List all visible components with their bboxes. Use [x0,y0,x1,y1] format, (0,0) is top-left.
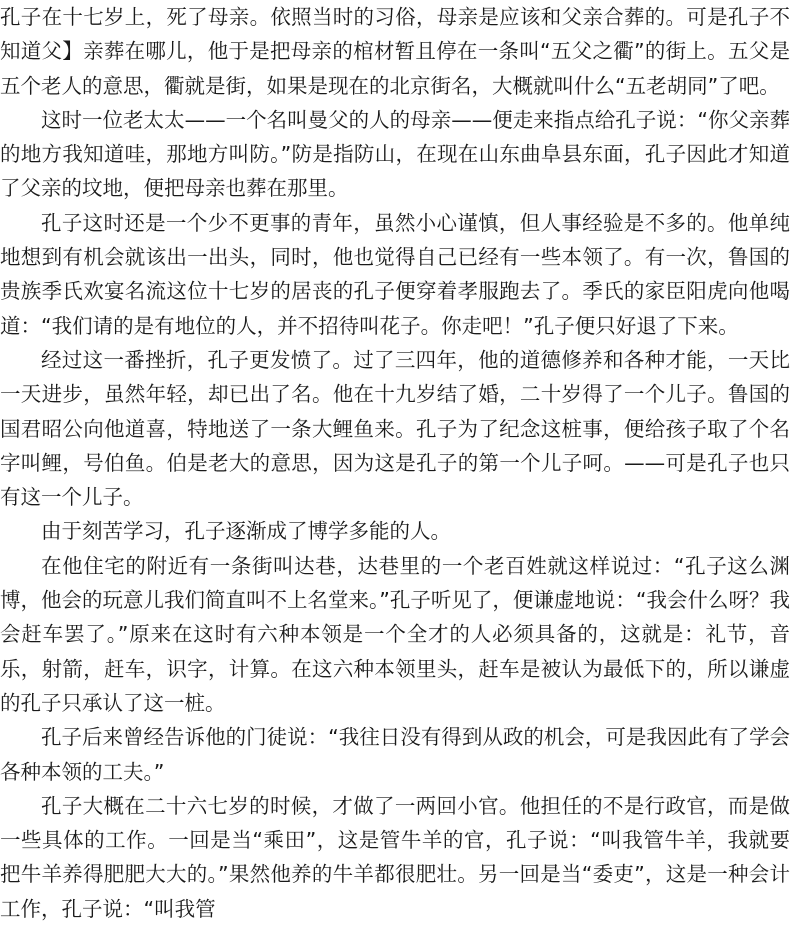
paragraph-4: 经过这一番挫折，孔子更发愤了。过了三四年，他的道德修养和各种才能，一天比一天进步，虽然年轻，却已出了名。他在十九岁结了婚，二十岁得了一个儿子。鲁国的国君昭公向他道喜，特地送了一条大鲤鱼来。孔子为了纪念这桩事，便给孩子取了个名字叫鲤，号伯鱼。伯是老大的意思，因为这是孔子的第一个儿子呵。——可是孔子也只有这一个儿子。 [0,347,790,510]
paragraph-6: 在他住宅的附近有一条街叫达巷，达巷里的一个老百姓就这样说过：“孔子这么渊博，他会的玩意儿我们简直叫不上名堂来。”孔子听见了，便谦虚地说：“我会什么呀？我会赶车罢了。”原来在这时有六种本领是一个全才的人必须具备的，这就是：礼节，音乐，射箭，赶车，识字，计算。在这六种本领里头，赶车是被认为最低下的，所以谦虚的孔子只承认了这一桩。 [0,553,790,715]
paragraph-3: 孔子这时还是一个少不更事的青年，虽然小心谨慎，但人事经验是不多的。他单纯地想到有机会就该出一出头，同时，他也觉得自己已经有一些本领了。有一次，鲁国的贵族季氏欢宴名流这位十七岁的居丧的孔子便穿着孝服跑去了。季氏的家臣阳虎向他喝道：“我们请的是有地位的人，并不招待叫花子。你走吧！”孔子便只好退了下来。 [0,210,790,338]
paragraph-8: 孔子大概在二十六七岁的时候，才做了一两回小官。他担任的不是行政官，而是做一些具体的工作。一回是当“乘田”，这是管牛羊的官，孔子说：“叫我管牛羊，我就要把牛羊养得肥肥大大的。”果然他养的牛羊都很肥壮。另一回是当“委吏”，这是一种会计工作，孔子说：“叫我管 [0,793,790,921]
paragraph-5: 由于刻苦学习，孔子逐渐成了博学多能的人。 [41,519,451,544]
paragraph-2: 这时一位老太太——一个名叫曼父的人的母亲——便走来指点给孔子说：“你父亲葬的地方我知道哇，那地方叫防。”防是指防山，在现在山东曲阜县东面，孔子因此才知道了父亲的坟地，便把母亲也葬在那里。 [0,107,790,201]
paragraph-1: 孔子在十七岁上，死了母亲。依照当时的习俗，母亲是应该和父亲合葬的。可是孔子不知道父】亲葬在哪儿，他于是把母亲的棺材暂且停在一条叫“五父之衢”的街上。五父是五个老人的意思，衢就是街，如果是现在的北京街名，大概就叫什么“五老胡同”了吧。 [0,5,790,98]
paragraph-7: 孔子后来曾经告诉他的门徒说：“我往日没有得到从政的机会，可是我因此有了学会各种本领的工夫。” [0,725,790,784]
